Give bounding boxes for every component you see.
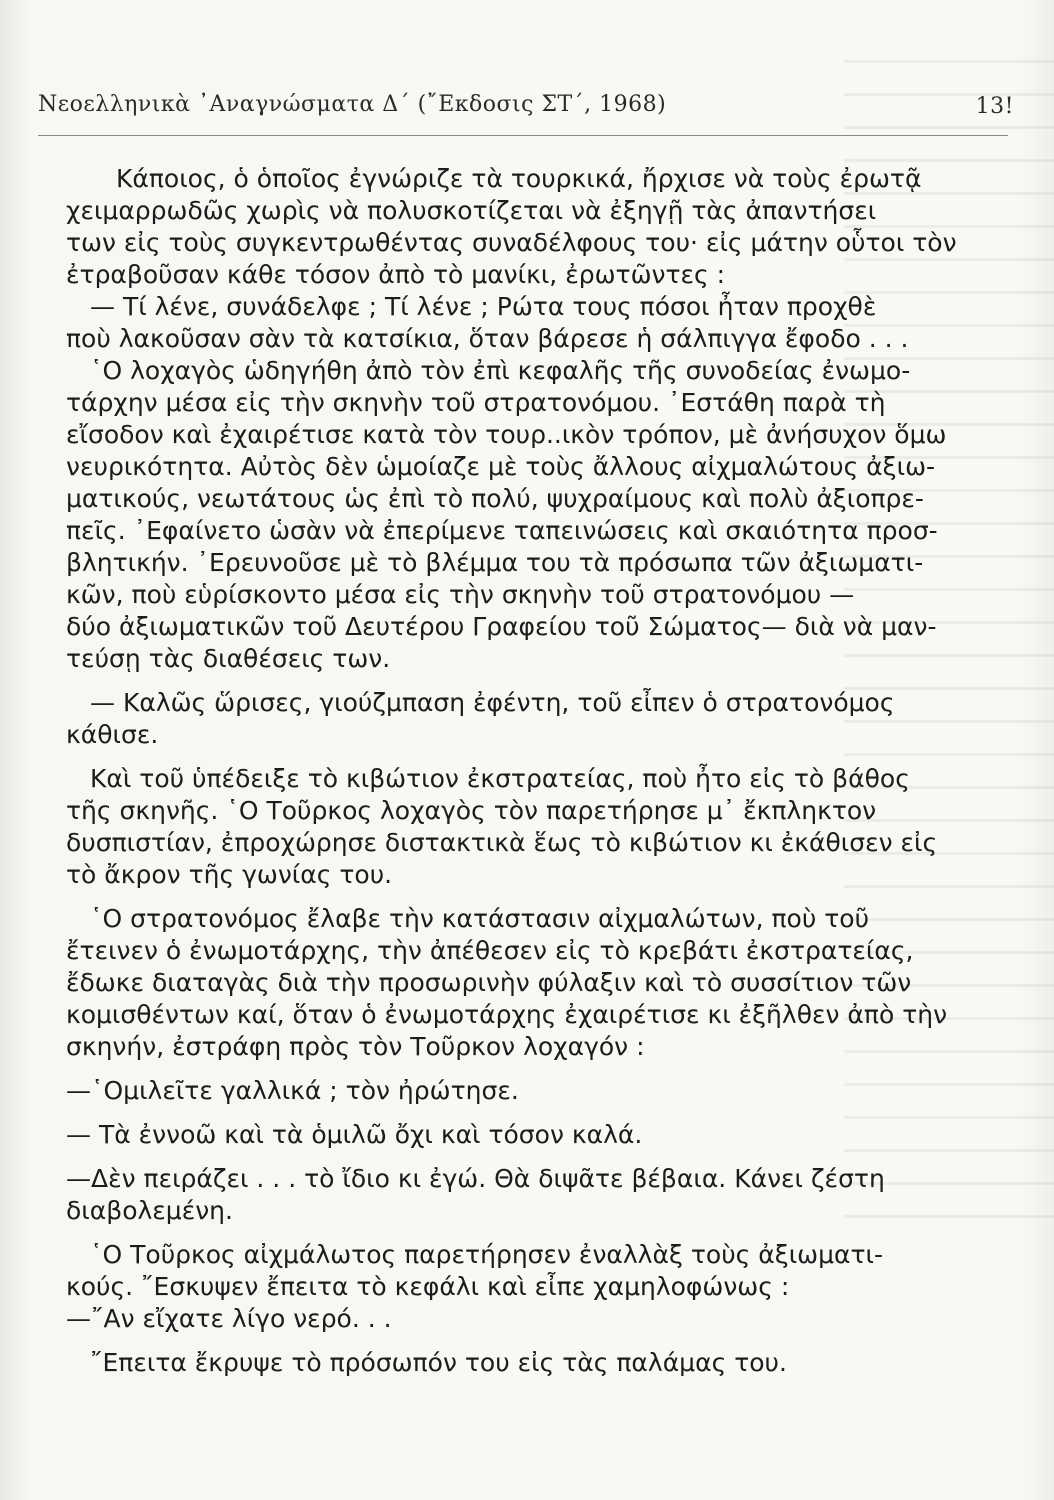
text-line: κάθισε. [66, 720, 159, 749]
text-line: —Δὲν πειράζει . . . τὸ ἴδιο κι ἐγώ. Θὰ διψᾶτε βέβαια. Κάνει ζέστη [66, 1164, 885, 1193]
text-line: κούς. ῎Εσκυψεν ἔπειτα τὸ κεφάλι καὶ εἶπε χαμηλοφώνως : [66, 1272, 790, 1301]
text-line: ἔτεινεν ὁ ἐνωμοτάρχης, τὴν ἀπέθεσεν εἰς τὸ κρεβάτι ἐκστρατείας, [66, 936, 914, 965]
text-line: κομισθέντων καί, ὅταν ὁ ἐνωμοτάρχης ἐχαιρέτισε κι ἐξῆλθεν ἀπὸ τὴν [66, 1000, 948, 1029]
text-line: χειμαρρωδῶς χωρὶς νὰ πολυσκοτίζεται νὰ ἐξηγῇ τὰς ἀπαντήσει [66, 196, 877, 225]
page-number: 13! [975, 94, 1014, 119]
text-line: ἐτραβοῦσαν κάθε τόσον ἀπὸ τὸ μανίκι, ἐρωτῶντες : [66, 260, 726, 289]
text-line: ῾Ο λοχαγὸς ὡδηγήθη ἀπὸ τὸν ἐπὶ κεφαλῆς τῆς συνοδείας ἐνωμο- [90, 356, 911, 385]
text-line: εἴσοδον καὶ ἐχαιρέτισε κατὰ τὸν τουρ..ικὸν τρόπον, μὲ ἀνήσυχον ὅμω [66, 420, 947, 449]
text-line: κῶν, ποὺ εὑρίσκοντο μέσα εἰς τὴν σκηνὴν τοῦ στρατονόμου — [66, 580, 855, 609]
text-line: ῾Ο Τοῦρκος αἰχμάλωτος παρετήρησεν ἐναλλὰξ τοὺς ἀξιωματι- [90, 1240, 884, 1269]
text-line: βλητικήν. ᾿Ερευνοῦσε μὲ τὸ βλέμμα του τὰ πρόσωπα τῶν ἀξιωματι- [66, 548, 924, 577]
text-line: σκηνήν, ἐστράφη πρὸς τὸν Τοῦρκον λοχαγόν : [66, 1032, 645, 1061]
text-line: διαβολεμένη. [66, 1196, 233, 1225]
body-text [66, 163, 1016, 1379]
text-line: τῆς σκηνῆς. ῾Ο Τοῦρκος λοχαγὸς τὸν παρετήρησε μ᾿ ἔκπληκτον [66, 796, 877, 825]
text-line: των εἰς τοὺς συγκεντρωθέντας συναδέλφους του· εἰς μάτην οὗτοι τὸν [66, 228, 957, 257]
text-line: ἔδωκε διαταγὰς διὰ τὴν προσωρινὴν φύλαξιν καὶ τὸ συσσίτιον τῶν [66, 968, 912, 997]
text-line: τὸ ἄκρον τῆς γωνίας του. [66, 860, 393, 889]
text-line: πεῖς. ᾿Εφαίνετο ὡσὰν νὰ ἐπερίμενε ταπεινώσεις καὶ σκαιότητα προσ- [66, 516, 938, 545]
text-line: ῾Ο στρατονόμος ἔλαβε τὴν κατάστασιν αἰχμαλώτων, ποὺ τοῦ [90, 904, 870, 933]
text-line: — Τὰ ἐννοῶ καὶ τὰ ὁμιλῶ ὄχι καὶ τόσον καλά. [66, 1120, 643, 1149]
text-line: —῾Ομιλεῖτε γαλλικά ; τὸν ἠρώτησε. [66, 1076, 519, 1105]
text-line: τεύσῃ τὰς διαθέσεις των. [66, 644, 391, 673]
text-line: νευρικότητα. Αὐτὸς δὲν ὡμοίαζε μὲ τοὺς ἄλλους αἰχμαλώτους ἀξιω- [66, 452, 936, 481]
text-line: ποὺ λακοῦσαν σὰν τὰ κατσίκια, ὅταν βάρεσε ἡ σάλπιγγα ἔφοδο . . . [66, 324, 909, 353]
text-line: — Καλῶς ὥρισες, γιούζμπαση ἐφέντη, τοῦ εἶπεν ὁ στρατονόμος [90, 688, 895, 717]
text-line: —῎Αν εἴχατε λίγο νερό. . . [66, 1304, 392, 1333]
text-line: δύο ἀξιωματικῶν τοῦ Δευτέρου Γραφείου τοῦ Σώματος— διὰ νὰ μαν- [66, 612, 937, 641]
text-line: τάρχην μέσα εἰς τὴν σκηνὴν τοῦ στρατονόμου. ᾿Εστάθη παρὰ τὴ [66, 388, 886, 417]
text-line: Κάποιος, ὁ ὁποῖος ἐγνώριζε τὰ τουρκικά, ἤρχισε νὰ τοὺς ἐρωτᾷ [116, 164, 922, 193]
header-rule [38, 135, 1008, 136]
text-line: ματικούς, νεωτάτους ὡς ἐπὶ τὸ πολύ, ψυχραίμους καὶ πολὺ ἀξιοπρε- [66, 484, 924, 513]
text-line: ῎Επειτα ἔκρυψε τὸ πρόσωπόν του εἰς τὰς παλάμας του. [90, 1348, 787, 1377]
header-title: Νεοελληνικὰ ᾿Αναγνώσματα Δ΄ (῎Εκδοσις ΣΤ΄, 1968) [38, 92, 667, 117]
running-header [38, 92, 1028, 132]
text-line: δυσπιστίαν, ἐπροχώρησε διστακτικὰ ἕως τὸ κιβώτιον κι ἐκάθισεν εἰς [66, 828, 938, 857]
text-line: Καὶ τοῦ ὑπέδειξε τὸ κιβώτιον ἐκστρατείας, ποὺ ἦτο εἰς τὸ βάθος [90, 764, 910, 793]
text-line: — Τί λένε, συνάδελφε ; Τί λένε ; Ρώτα τους πόσοι ἦταν προχθὲ [90, 292, 877, 321]
